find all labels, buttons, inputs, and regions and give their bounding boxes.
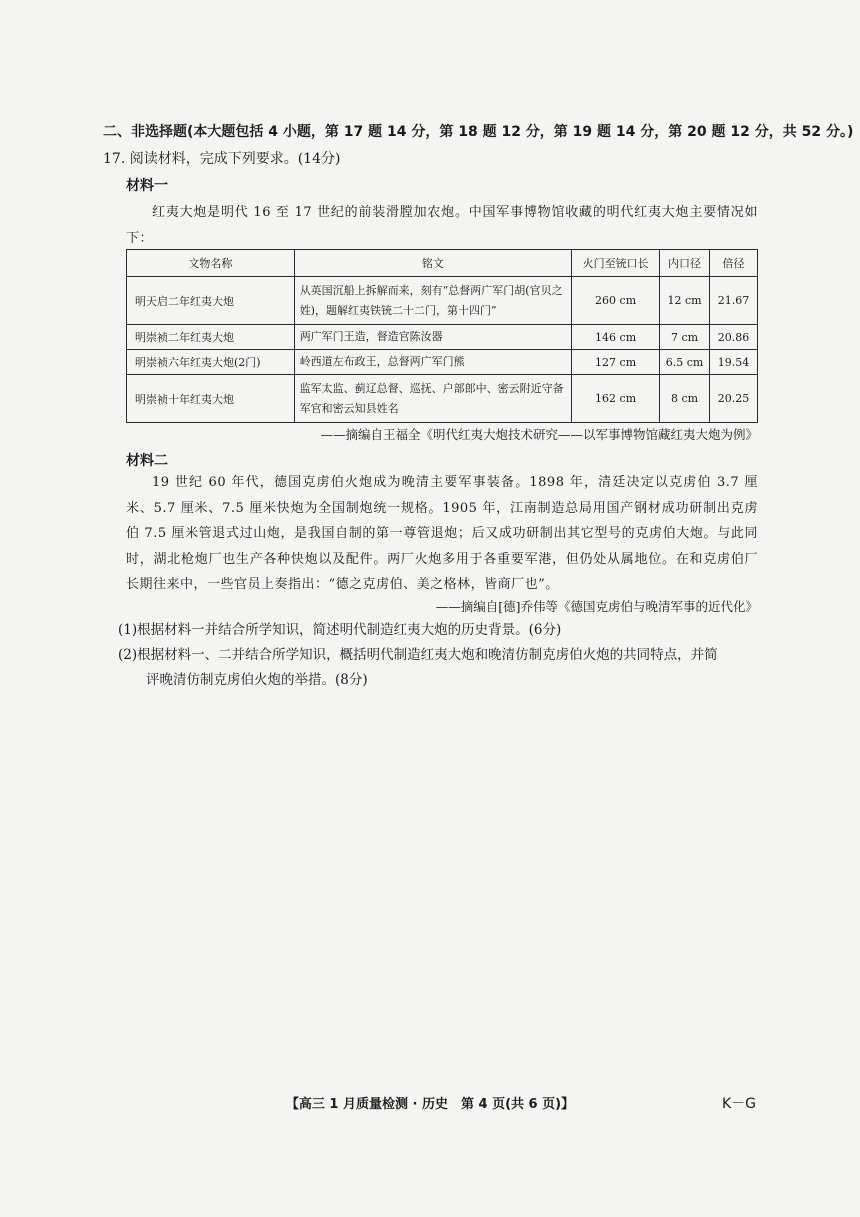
table-header-cell: 倍径 [709,250,757,277]
paper-code: K－G [722,1096,757,1112]
table-cell: 从英国沉船上拆解而来，刻有“总督两广军门胡(官贝之姓)，题解红夷铁铳二十二门，第十四门” [294,277,571,325]
table-row [127,325,758,350]
material-two-text: 19 世纪 60 年代，德国克虏伯火炮成为晚清主要军事装备。1898 年，清廷决定以克虏伯 3.7 厘米、5.7 厘米、7.5 厘米快炮为全国制炮统一规格。1905 年，江南制造总局用国产钢材成功研制出克虏伯 7.5 厘米管退式过山炮，是我国自制的第一尊管退炮；后又成功研制出其它型号的克虏伯大炮。与此同时，湖北枪炮厂也生产各种快炮以及配件。两厂火炮多用于各重要军港，但仍处从属地位。在和克虏伯厂长期往来中，一些官员上奏指出：“德之克虏伯、美之格林，皆商厂也”。 [126,475,758,592]
table-cell: 260 cm [572,277,660,325]
table-cell: 8 cm [660,375,710,423]
relics-table [126,249,758,423]
question-requirements [118,618,758,693]
material-one-title: 材料一 [126,178,168,194]
table-cell: 146 cm [572,325,660,350]
table-row [127,277,758,325]
table-cell: 127 cm [572,350,660,375]
table-cell: 明崇祯六年红夷大炮(2门) [127,350,295,375]
table-row [127,350,758,375]
table-cell: 岭西道左布政王，总督两广军门熊 [294,350,571,375]
table-cell: 明崇祯二年红夷大炮 [127,325,295,350]
table-cell: 20.25 [709,375,757,423]
table-cell: 20.86 [709,325,757,350]
table-cell: 6.5 cm [660,350,710,375]
sub-question-2-line-1: (2)根据材料一、二并结合所学知识，概括明代制造红夷大炮和晚清仿制克虏伯火炮的共同特点，并简 [118,647,718,663]
page-footer: 【高三 1 月质量检测 · 历史 第 4 页(共 6 页)】 [285,1097,575,1112]
question-title: 17. 阅读材料，完成下列要求。(14分) [103,151,341,167]
table-header-cell: 文物名称 [127,250,295,277]
table-header-row [127,250,758,277]
material-one-intro: 红夷大炮是明代 16 至 17 世纪的前装滑膛加农炮。中国军事博物馆收藏的明代红夷大炮主要情况如下： [126,205,758,246]
table-header-cell: 火门至铳口长 [572,250,660,277]
table-header-cell: 内口径 [660,250,710,277]
table-cell: 162 cm [572,375,660,423]
material-two-title: 材料二 [126,453,168,469]
table-cell: 明天启二年红夷大炮 [127,277,295,325]
table-cell: 7 cm [660,325,710,350]
sub-question-2-line-2: 评晚清仿制克虏伯火炮的举措。(8分) [146,672,368,688]
section-heading: 二、非选择题(本大题包括 4 小题，第 17 题 14 分，第 18 题 12 分，第 19 题 14 分，第 20 题 12 分，共 52 分。) [103,124,854,140]
table-cell: 两广军门王造，督造官陈汝器 [294,325,571,350]
table-cell: 19.54 [709,350,757,375]
material-one-source: ——摘编自王福全《明代红夷大炮技术研究——以军事博物馆藏红夷大炮为例》 [320,427,758,442]
table-header-cell: 铭文 [294,250,571,277]
table-cell: 监军太监、蓟辽总督、巡抚、户部郎中、密云附近守备军官和密云知县姓名 [294,375,571,423]
table-cell: 12 cm [660,277,710,325]
table-cell: 21.67 [709,277,757,325]
table-cell: 明崇祯十年红夷大炮 [127,375,295,423]
sub-question-1: (1)根据材料一并结合所学知识，简述明代制造红夷大炮的历史背景。(6分) [118,622,562,638]
material-two-source: ——摘编自[德]乔伟等《德国克虏伯与晚清军事的近代化》 [435,599,758,614]
table-row [127,375,758,423]
